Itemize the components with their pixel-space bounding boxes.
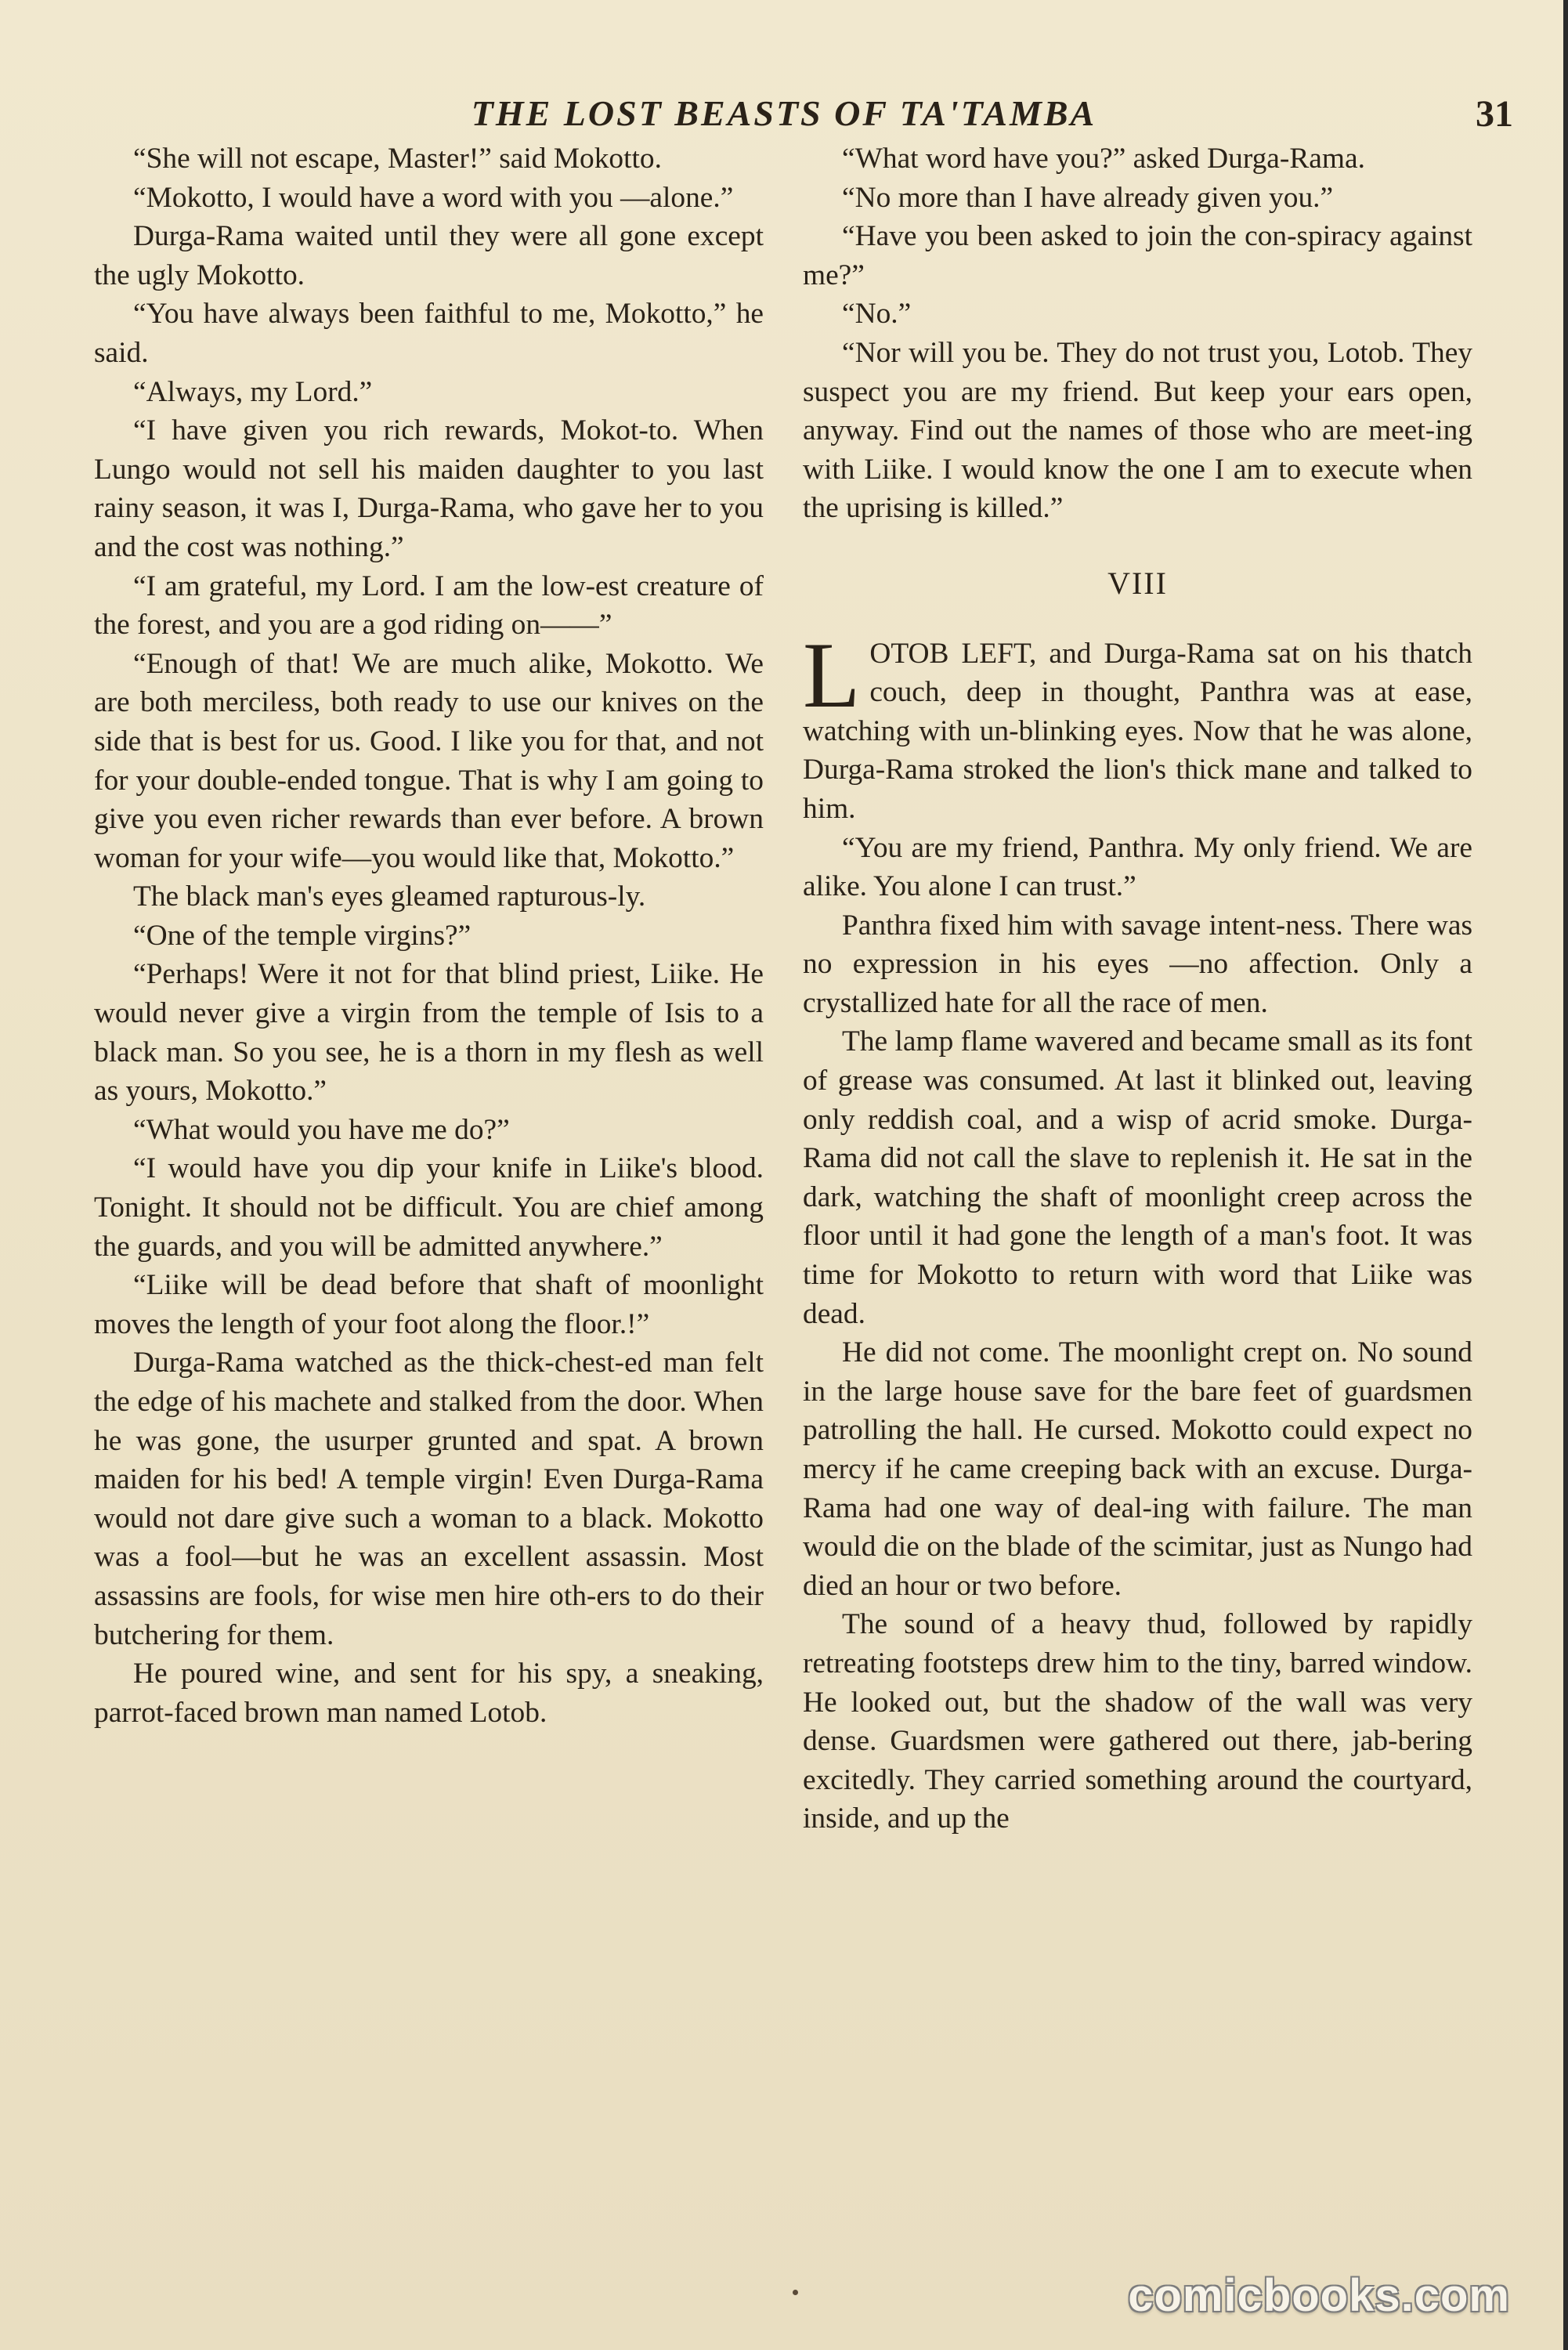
watermark-logo: comicbooks.com [1128, 2270, 1510, 2321]
drop-cap-letter: L [803, 622, 861, 727]
paragraph: He poured wine, and sent for his spy, a sneaking, parrot-faced brown man named Lotob. [94, 1658, 764, 1729]
paragraph: The sound of a heavy thud, followed by rapidly retreating footsteps drew him to the tiny, barred window. He looked out, but the shadow of the wall was very dense. Guardsmen were gathered out there, jab-bering excitedly. They carried something around the courtyard, inside, and up the [803, 1608, 1472, 1835]
paragraph: The black man's eyes gleamed rapturous-ly. [133, 880, 646, 913]
page-dot-mark [793, 2290, 798, 2295]
running-header-title: THE LOST BEASTS OF TA'TAMBA [471, 93, 1097, 133]
paragraph: Panthra fixed him with savage intent-ness. There was no expression in his eyes —no affection. Only a crystallized hate for all the race of men. [803, 909, 1472, 1019]
paragraph: “What would you have me do?” [133, 1113, 510, 1146]
paragraph: “I have given you rich rewards, Mokot-to. When Lungo would not sell his maiden daughter to you last rainy season, it was I, Durga-Rama, who gave her to you and the cost was nothing.” [94, 414, 764, 563]
paragraph: “You have always been faithful to me, Mokotto,” he said. [94, 298, 764, 369]
right-column-bottom-text [803, 829, 1472, 1838]
left-text-column [94, 139, 764, 1732]
paragraph: “No more than I have already given you.” [842, 181, 1334, 214]
page-number: 31 [1476, 93, 1513, 135]
paragraph: “Always, my Lord.” [133, 375, 373, 408]
paragraph: The lamp flame wavered and became small as its font of grease was consumed. At last it blinked out, leaving only reddish coal, and a wisp of acrid smoke. Durga-Rama did not call the slave to replenish it. He sat in the dark, watching the shaft of moonlight creep across the floor until it had gone the length of a man's foot. It was time for Mokotto to return with word that Liike was dead. [803, 1025, 1472, 1330]
right-text-column [803, 139, 1472, 1838]
chapter-first-paragraph [803, 622, 1472, 829]
paragraph: “Nor will you be. They do not trust you, Lotob. They suspect you are my friend. But keep your ears open, anyway. Find out the names of those who are meet-ing with Liike. I would know the one I am to execute when the uprising is killed.” [803, 336, 1472, 525]
paragraph: “No.” [842, 298, 912, 331]
paragraph: “What word have you?” asked Durga-Rama. [842, 143, 1365, 175]
chapter-heading: VIII [1107, 565, 1168, 601]
paragraph: “Perhaps! Were it not for that blind priest, Liike. He would never give a virgin from the temple of Isis to a black man. So you see, he is a thorn in my flesh as well as yours, Mokotto.” [94, 958, 764, 1108]
paragraph: “I am grateful, my Lord. I am the low-est creature of the forest, and you are a god riding on——” [94, 569, 764, 642]
paragraph: He did not come. The moonlight crept on. No sound in the large house save for the bare feet of guardsmen patrolling the hall. He cursed. Mokotto could expect no mercy if he came creeping back with an excuse. Durga-Rama had one way of deal-ing with failure. The man would die on the blade of the scimitar, just as Nungo had died an hour or two before. [803, 1336, 1472, 1602]
paragraph: “Enough of that! We are much alike, Mokotto. We are both merciless, both ready to use our knives on the side that is best for us. Good. I like you for that, and not for your double-ended tongue. That is why I am going to give you even richer rewards than ever before. A brown woman for your wife—you would like that, Mokotto.” [94, 647, 764, 874]
page-edge-shadow [1563, 0, 1568, 2350]
paragraph: “Liike will be dead before that shaft of moonlight moves the length of your foot along the floor.!” [94, 1269, 764, 1340]
paragraph: “You are my friend, Panthra. My only friend. We are alike. You alone I can trust.” [803, 831, 1472, 903]
paragraph: Durga-Rama watched as the thick-chest-ed man felt the edge of his machete and stalked from the door. When he was gone, the usurper grunted and spat. A brown maiden for his bed! A temple virgin! Even Durga-Rama would not dare give such a woman to a black. Mokotto was a fool—but he was an excellent assassin. Most assassins are fools, for wise men hire oth-ers to do their butchering for them. [94, 1347, 764, 1651]
right-column-top-text [803, 139, 1472, 528]
paragraph: “One of the temple virgins?” [133, 919, 471, 952]
paragraph: “I would have you dip your knife in Liike's blood. Tonight. It should not be difficult. You are chief among the guards, and you will be admitted anywhere.” [94, 1152, 764, 1263]
paragraph: “She will not escape, Master!” said Mokotto. [133, 143, 662, 175]
paragraph: “Mokotto, I would have a word with you —alone.” [133, 181, 734, 214]
paragraph: Durga-Rama waited until they were all gone except the ugly Mokotto. [94, 220, 764, 291]
paragraph: “Have you been asked to join the con-spiracy against me?” [803, 220, 1472, 291]
first-paragraph-text: OTOB LEFT, and Durga-Rama sat on his thatch couch, deep in thought, Panthra was at ease, watching with un-blinking eyes. Now that he was alone, Durga-Rama stroked the lion's thick mane and talked to him. [803, 637, 1472, 825]
